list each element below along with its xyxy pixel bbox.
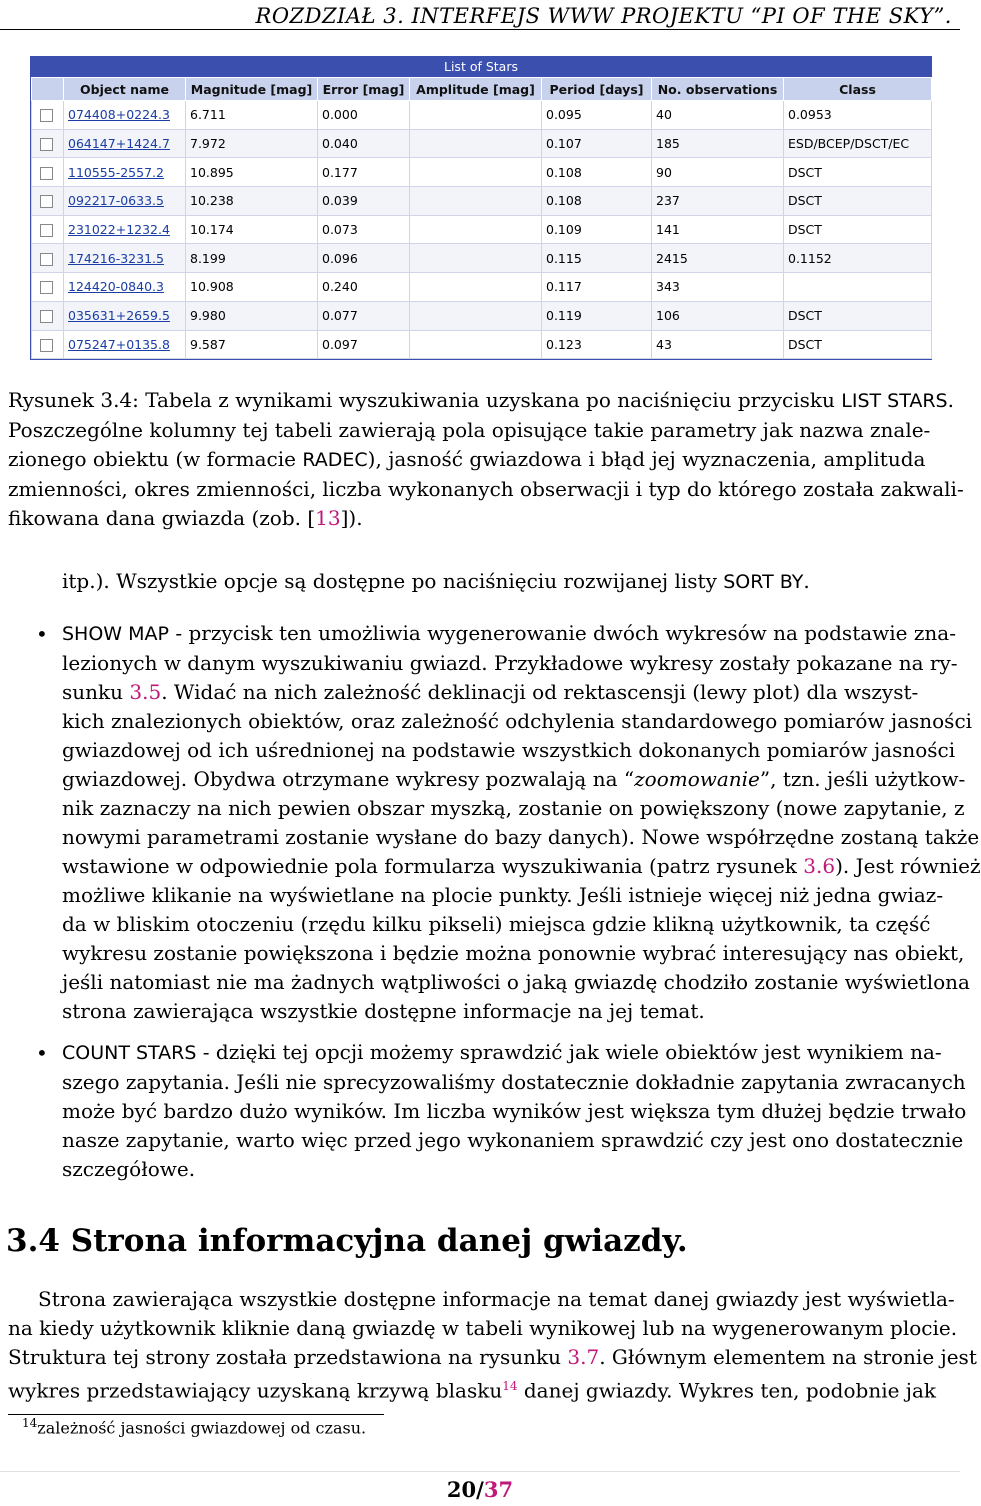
- table-row: [32, 215, 932, 244]
- bullet-icon: •: [36, 1041, 48, 1065]
- caption-line: Rysunek 3.4: Tabela z wynikami wyszukiwania uzyskana po naciśnięciu przycisku LIST STARS.: [8, 388, 954, 412]
- cell-mag: 7.972: [186, 129, 318, 158]
- cell-err: 0.077: [318, 301, 410, 330]
- cell-obs: 237: [652, 187, 784, 216]
- cell-period: 0.119: [542, 301, 652, 330]
- row-checkbox[interactable]: [40, 310, 53, 323]
- cell-period: 0.109: [542, 215, 652, 244]
- object-name-link[interactable]: 110555-2557.2: [68, 164, 164, 180]
- cell-amp: [410, 330, 542, 359]
- table-row: [32, 158, 932, 187]
- object-name-link[interactable]: 174216-3231.5: [68, 250, 164, 266]
- object-name-link[interactable]: 064147+1424.7: [68, 136, 170, 152]
- cell-name: [64, 215, 186, 244]
- cell-select: [32, 330, 64, 359]
- column-header[interactable]: Period [days]: [542, 78, 652, 101]
- row-checkbox[interactable]: [40, 253, 53, 266]
- cell-err: 0.039: [318, 187, 410, 216]
- cell-period: 0.108: [542, 158, 652, 187]
- cell-err: 0.096: [318, 244, 410, 273]
- show-map-label: SHOW MAP: [62, 623, 169, 645]
- cell-period: 0.108: [542, 187, 652, 216]
- cell-amp: [410, 215, 542, 244]
- cell-obs: 43: [652, 330, 784, 359]
- cell-amp: [410, 158, 542, 187]
- cell-select: [32, 244, 64, 273]
- row-checkbox[interactable]: [40, 109, 53, 122]
- cell-obs: 106: [652, 301, 784, 330]
- cell-name: [64, 244, 186, 273]
- cell-cls: ESD/BCEP/DSCT/EC: [784, 129, 932, 158]
- row-checkbox[interactable]: [40, 195, 53, 208]
- cell-name: [64, 129, 186, 158]
- cell-err: 0.097: [318, 330, 410, 359]
- caption-line: fikowana dana gwiazda (zob. [13]).: [8, 506, 363, 530]
- show-map-item: SHOW MAP - przycisk ten umożliwia wygenerowanie dwóch wykresów na podstawie zna- lezionych w danym wyszukiwaniu gwiazd. Przykładowe wykresy zostały pokazane na ry- sunku 3.5. Widać na nich zależność deklinacji od rektascensji (lewy plot) dla wszyst- kich znalezionych obiektów, oraz zależność odchylenia standardowego pomiarów jasności gwiazdowej od ich uśrednionej na podstawie wszystkich dokonanych pomiarów jasności gwiazdowej. Obydwa otrzymane wykresy pozwalają na “zoomowanie”, tzn. jeśli użytkow- nik zaznaczy na nich pewien obszar myszką, zostanie on powiększony (nowe zapytanie, z nowymi parametrami zostanie wysłane do bazy danych). Nowe współrzędne zostaną także wstawione w odpowiednie pola formularza wyszukiwania (patrz rysunek 3.6). Jest również możliwe klikanie na wyświetlane na plocie punkty. Jeśli istnieje więcej niż jedna gwiaz- da w bliskim otoczeniu (rzędu kilku pikseli) miejsca gdzie klikną użytkownik, ta część wykresu zostanie powiększona i będzie można ponownie wybrać interesujący nas obiekt, jeśli natomiast nie ma żadnych wątpliwości o jaką gwiazdę chodziło zostanie wyświetlona strona zawierająca wszystkie dostępne informacje na jej temat.: [62, 621, 981, 1023]
- figure-ref-3-5[interactable]: 3.5: [129, 680, 162, 704]
- paragraph-itp: itp.). Wszystkie opcje są dostępne po naciśnięciu rozwijanej listy SORT BY.: [62, 569, 810, 593]
- section-heading: 3.4 Strona informacyjna danej gwiazdy.: [6, 1223, 688, 1259]
- cell-name: [64, 273, 186, 302]
- cell-period: 0.095: [542, 101, 652, 130]
- cell-mag: 10.908: [186, 273, 318, 302]
- table-row: [32, 244, 932, 273]
- cell-err: 0.177: [318, 158, 410, 187]
- table-row: [32, 187, 932, 216]
- citation-link[interactable]: 13: [315, 506, 341, 530]
- row-checkbox[interactable]: [40, 167, 53, 180]
- cell-amp: [410, 244, 542, 273]
- running-title: ROZDZIAŁ 3. INTERFEJS WWW PROJEKTU “PI OF THE SKY”.: [255, 4, 952, 28]
- cell-obs: 40: [652, 101, 784, 130]
- footnote-mark: 14: [22, 1416, 38, 1430]
- caption-line: Poszczególne kolumny tej tabeli zawierają pola opisujące takie parametry jak nazwa znale-: [8, 418, 931, 442]
- cell-amp: [410, 273, 542, 302]
- cell-obs: 343: [652, 273, 784, 302]
- table-row: [32, 129, 932, 158]
- cell-cls: DSCT: [784, 158, 932, 187]
- footnote: [22, 1416, 366, 1437]
- cell-obs: 2415: [652, 244, 784, 273]
- cell-err: 0.040: [318, 129, 410, 158]
- cell-name: [64, 101, 186, 130]
- cell-select: [32, 301, 64, 330]
- cell-cls: [784, 273, 932, 302]
- cell-err: 0.073: [318, 215, 410, 244]
- cell-obs: 141: [652, 215, 784, 244]
- object-name-link[interactable]: 035631+2659.5: [68, 308, 170, 324]
- footer-rule: [0, 1471, 960, 1472]
- cell-mag: 9.980: [186, 301, 318, 330]
- footnote-ref[interactable]: 14: [502, 1379, 518, 1393]
- cell-select: [32, 187, 64, 216]
- cell-cls: DSCT: [784, 215, 932, 244]
- footnote-rule: [8, 1414, 384, 1415]
- cell-amp: [410, 187, 542, 216]
- figure-caption: [8, 386, 964, 533]
- column-header[interactable]: Error [mag]: [318, 78, 410, 101]
- footnote-text: zależność jasności gwiazdowej od czasu.: [37, 1418, 367, 1438]
- table-header-row: [32, 78, 932, 101]
- row-checkbox[interactable]: [40, 339, 53, 352]
- cell-period: 0.117: [542, 273, 652, 302]
- caption-line: zmienności, okres zmienności, liczba wykonanych obserwacji i typ do którego została zakwali-: [8, 477, 964, 501]
- cell-cls: DSCT: [784, 301, 932, 330]
- cell-period: 0.107: [542, 129, 652, 158]
- cell-select: [32, 158, 64, 187]
- section-paragraph: Strona zawierająca wszystkie dostępne informacje na temat danej gwiazdy jest wyświetla- na kiedy użytkownik kliknie daną gwiazdę w tabeli wynikowej lub na wygenerowanym plocie. Struktura tej strony została przedstawiona na rysunku 3.7. Głównym elementem na stronie jest wykres przedstawiający uzyskaną krzywą blasku$^{14}$ danej gwiazdy. Wykres ten, podobnie jak: [8, 1287, 977, 1403]
- sort-by-ref: SORT BY: [723, 571, 804, 593]
- list-of-stars-figure: [30, 56, 932, 360]
- caption-line: zionego obiektu (w formacie RADEC), jasność gwiazdowa i błąd jej wyznaczenia, amplituda: [8, 447, 926, 471]
- cell-mag: 10.238: [186, 187, 318, 216]
- cell-mag: 10.895: [186, 158, 318, 187]
- cell-amp: [410, 301, 542, 330]
- cell-err: 0.000: [318, 101, 410, 130]
- row-checkbox[interactable]: [40, 281, 53, 294]
- cell-cls: DSCT: [784, 330, 932, 359]
- cell-mag: 9.587: [186, 330, 318, 359]
- cell-select: [32, 215, 64, 244]
- cell-mag: 6.711: [186, 101, 318, 130]
- cell-obs: 90: [652, 158, 784, 187]
- cell-cls: DSCT: [784, 187, 932, 216]
- bullet-icon: •: [36, 622, 48, 646]
- cell-amp: [410, 101, 542, 130]
- cell-name: [64, 187, 186, 216]
- column-header[interactable]: Object name: [64, 78, 186, 101]
- column-header[interactable]: No. observations: [652, 78, 784, 101]
- cell-mag: 8.199: [186, 244, 318, 273]
- table-row: [32, 330, 932, 359]
- list-stars-ref: LIST STARS: [841, 390, 948, 412]
- running-header: [0, 2, 960, 30]
- select-column-header: [32, 78, 64, 101]
- table-title: List of Stars: [31, 57, 931, 77]
- object-name-link[interactable]: 124420-0840.3: [68, 279, 164, 295]
- cell-period: 0.123: [542, 330, 652, 359]
- row-checkbox[interactable]: [40, 224, 53, 237]
- row-checkbox[interactable]: [40, 138, 53, 151]
- cell-period: 0.115: [542, 244, 652, 273]
- cell-mag: 10.174: [186, 215, 318, 244]
- count-stars-label: COUNT STARS: [62, 1042, 197, 1064]
- object-name-link[interactable]: 092217-0633.5: [68, 193, 164, 209]
- column-header[interactable]: Magnitude [mag]: [186, 78, 318, 101]
- cell-select: [32, 101, 64, 130]
- cell-name: [64, 330, 186, 359]
- object-name-link[interactable]: 231022+1232.4: [68, 222, 170, 238]
- object-name-link[interactable]: 074408+0224.3: [68, 107, 170, 123]
- figure-ref-3-7[interactable]: 3.7: [567, 1345, 600, 1369]
- cell-name: [64, 158, 186, 187]
- table-row: [32, 273, 932, 302]
- cell-select: [32, 129, 64, 158]
- count-stars-item: COUNT STARS - dzięki tej opcji możemy sprawdzić jak wiele obiektów jest wynikiem na- szego zapytania. Jeśli nie sprecyzowaliśmy dostatecznie dokładnie zapytania zwracanych może być bardzo dużo wyników. Im liczba wyników jest większa tym dłużej będzie trwało nasze zapytanie, warto więc przed jego wykonaniem sprawdzić czy jest ono dostatecznie szczegółowe.: [62, 1040, 967, 1181]
- column-header[interactable]: Class: [784, 78, 932, 101]
- cell-select: [32, 273, 64, 302]
- figure-ref-3-6[interactable]: 3.6: [803, 854, 836, 878]
- cell-cls: 0.1152: [784, 244, 932, 273]
- table-row: [32, 301, 932, 330]
- radec-ref: RADEC: [302, 449, 368, 471]
- page-number: 20/37: [446, 1477, 514, 1502]
- cell-obs: 185: [652, 129, 784, 158]
- cell-name: [64, 301, 186, 330]
- cell-err: 0.240: [318, 273, 410, 302]
- column-header[interactable]: Amplitude [mag]: [410, 78, 542, 101]
- object-name-link[interactable]: 075247+0135.8: [68, 336, 170, 352]
- stars-table: [31, 77, 932, 359]
- table-row: [32, 101, 932, 130]
- cell-cls: 0.0953: [784, 101, 932, 130]
- cell-amp: [410, 129, 542, 158]
